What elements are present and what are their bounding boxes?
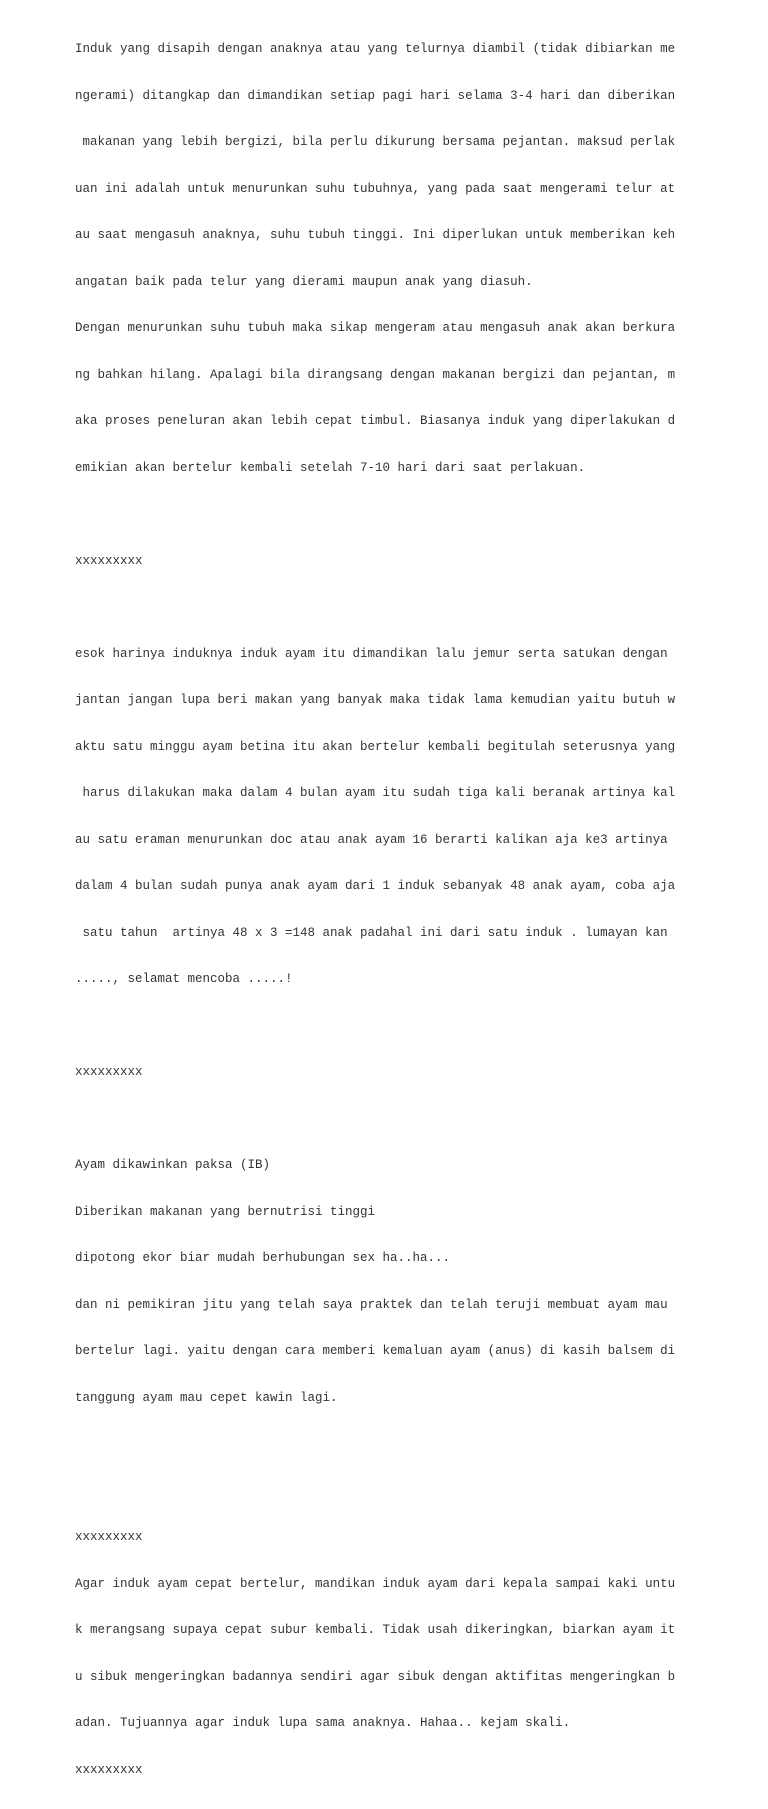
text-line: Ayam dikawinkan paksa (IB) [75,1158,271,1172]
text-line: dalam 4 bulan sudah punya anak ayam dari 1 induk sebanyak 48 anak ayam, coba aja [75,879,676,893]
text-line: au satu eraman menurunkan doc atau anak ayam 16 berarti kalikan aja ke3 artinya [75,832,668,847]
text-line: ng bahkan hilang. Apalagi bila dirangsang dengan makanan bergizi dan pejantan, m [75,367,676,382]
section-divider: xxxxxxxxx [75,1065,143,1079]
section-divider: xxxxxxxxx [75,553,143,568]
section-divider: xxxxxxxxx [75,1762,143,1777]
text-line: dan ni pemikiran jitu yang telah saya praktek dan telah teruji membuat ayam mau [75,1297,668,1312]
text-line: harus dilakukan maka dalam 4 bulan ayam itu sudah tiga kali beranak artinya kal [75,786,676,800]
text-line: u sibuk mengeringkan badannya sendiri agar sibuk dengan aktifitas mengeringkan b [75,1669,676,1684]
blank-line [75,1019,695,1035]
blank-line [75,1484,695,1500]
text-line: k merangsang supaya cepat subur kembali. Tidak usah dikeringkan, biarkan ayam it [75,1623,676,1637]
text-line: ngerami) ditangkap dan dimandikan setiap pagi hari selama 3-4 hari dan diberikan [75,88,676,103]
text-line: makanan yang lebih bergizi, bila perlu dikurung bersama pejantan. maksud perlak [75,135,676,149]
text-line: au saat mengasuh anaknya, suhu tubuh tinggi. Ini diperlukan untuk memberikan keh [75,228,676,242]
text-line: ....., selamat mencoba .....! [75,972,293,986]
text-line: Induk yang disapih dengan anaknya atau yang telurnya diambil (tidak dibiarkan me [75,42,676,56]
section-divider: xxxxxxxxx [75,1530,143,1544]
text-line: uan ini adalah untuk menurunkan suhu tubuhnya, yang pada saat mengerami telur at [75,181,676,196]
text-line: Diberikan makanan yang bernutrisi tinggi [75,1204,376,1219]
blank-line [75,1437,695,1453]
text-line: Agar induk ayam cepat bertelur, mandikan induk ayam dari kepala sampai kaki untu [75,1576,676,1591]
text-line: tanggung ayam mau cepet kawin lagi. [75,1390,338,1405]
blank-line [75,1112,695,1128]
text-line: bertelur lagi. yaitu dengan cara memberi kemaluan ayam (anus) di kasih balsem di [75,1344,676,1358]
text-line: aktu satu minggu ayam betina itu akan bertelur kembali begitulah seterusnya yang [75,739,676,754]
text-line: angatan baik pada telur yang dierami maupun anak yang diasuh. [75,274,533,289]
text-line: jantan jangan lupa beri makan yang banyak maka tidak lama kemudian yaitu butuh w [75,693,676,707]
text-line: aka proses peneluran akan lebih cepat timbul. Biasanya induk yang diperlakukan d [75,414,676,428]
text-line: adan. Tujuannya agar induk lupa sama anaknya. Hahaa.. kejam skali. [75,1716,571,1730]
document-text [75,11,695,1809]
text-line: esok harinya induknya induk ayam itu dimandikan lalu jemur serta satukan dengan [75,646,668,661]
text-line: satu tahun artinya 48 x 3 =148 anak padahal ini dari satu induk . lumayan kan [75,925,668,940]
text-line: emikian akan bertelur kembali setelah 7-10 hari dari saat perlakuan. [75,460,586,475]
blank-line [75,600,695,616]
text-line: dipotong ekor biar mudah berhubungan sex ha..ha... [75,1251,451,1265]
text-line: Dengan menurunkan suhu tubuh maka sikap mengeram atau mengasuh anak akan berkura [75,321,676,335]
blank-line [75,507,695,523]
